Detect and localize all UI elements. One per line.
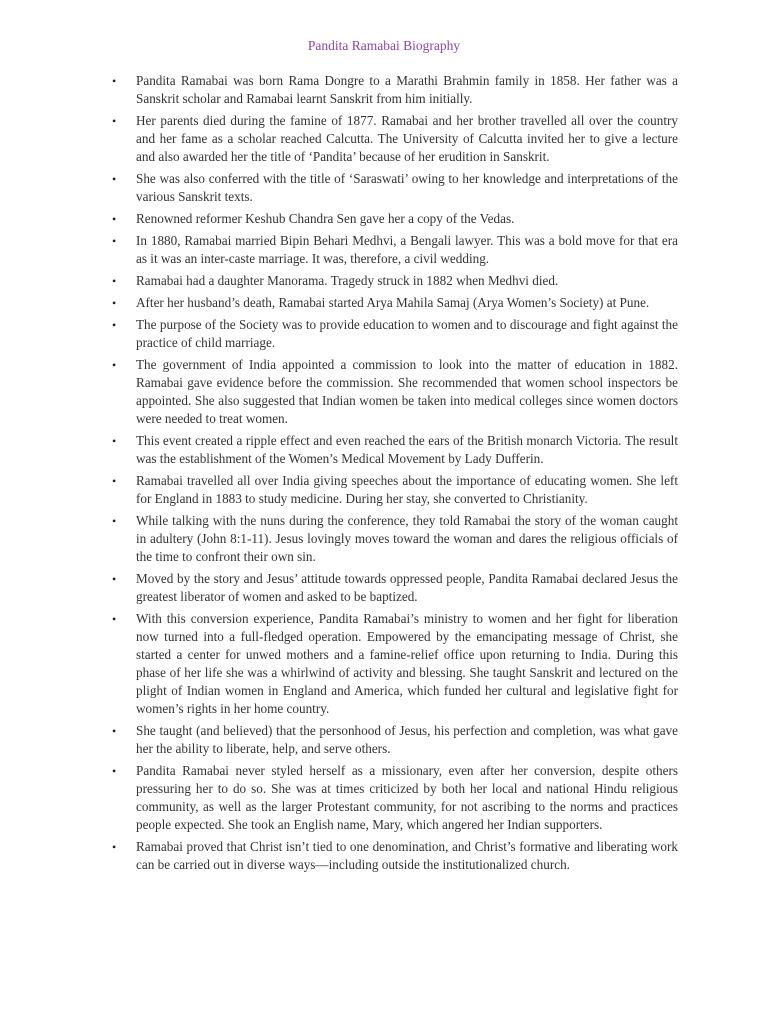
list-item	[108, 472, 678, 508]
list-item-text: Renowned reformer Keshub Chandra Sen gave her a copy of the Vedas.	[136, 211, 515, 226]
list-item	[108, 112, 678, 166]
bullet-icon: •	[112, 234, 117, 248]
list-item-text: She taught (and believed) that the personhood of Jesus, his perfection and completion, was what gave her the ability to liberate, help, and serve others.	[136, 723, 678, 756]
list-item	[108, 170, 678, 206]
bullet-icon: •	[112, 172, 117, 186]
list-item-text: Pandita Ramabai never styled herself as a missionary, even after her conversion, despite others pressuring her to do so. She was at times criticized by both her local and national Hindu religious community, as well as the larger Protestant community, for not ascribing to the norms and practices people expected. She took an English name, Mary, which angered her Indian supporters.	[136, 763, 678, 832]
list-item	[108, 570, 678, 606]
list-item-text: With this conversion experience, Pandita Ramabai’s ministry to women and her fight for liberation now turned into a full-fledged operation. Empowered by the emancipating message of Christ, she started a center for unwed mothers and a famine-relief office upon returning to India. During this phase of her life she was a whirlwind of activity and blessing. She taught Sanskrit and lectured on the plight of Indian women in England and America, which funded her cultural and legislative fight for women’s rights in her home country.	[136, 611, 678, 716]
list-item	[108, 294, 678, 312]
list-item-text: Ramabai had a daughter Manorama. Tragedy struck in 1882 when Medhvi died.	[136, 273, 559, 288]
list-item	[108, 762, 678, 834]
list-item-text: Pandita Ramabai was born Rama Dongre to a Marathi Brahmin family in 1858. Her father was a Sanskrit scholar and Ramabai learnt Sanskrit from him initially.	[136, 73, 678, 106]
bullet-icon: •	[112, 434, 117, 448]
list-item-text: After her husband’s death, Ramabai started Arya Mahila Samaj (Arya Women’s Society) at Pune.	[136, 295, 650, 310]
bullet-icon: •	[112, 274, 117, 288]
list-item	[108, 610, 678, 718]
list-item	[108, 232, 678, 268]
bullet-icon: •	[112, 358, 117, 372]
bullet-icon: •	[112, 474, 117, 488]
list-item	[108, 272, 678, 290]
list-item	[108, 356, 678, 428]
list-item	[108, 838, 678, 874]
list-item	[108, 512, 678, 566]
list-item-text: In 1880, Ramabai married Bipin Behari Medhvi, a Bengali lawyer. This was a bold move for that era as it was an inter-caste marriage. It was, therefore, a civil wedding.	[136, 233, 678, 266]
bullet-icon: •	[112, 212, 117, 226]
bullet-icon: •	[112, 764, 117, 778]
bullet-icon: •	[112, 114, 117, 128]
list-item-text: This event created a ripple effect and even reached the ears of the British monarch Victoria. The result was the establishment of the Women’s Medical Movement by Lady Dufferin.	[136, 433, 678, 466]
list-item	[108, 72, 678, 108]
bullet-icon: •	[112, 74, 117, 88]
list-item	[108, 722, 678, 758]
list-item-text: Ramabai proved that Christ isn’t tied to one denomination, and Christ’s formative and liberating work can be carried out in diverse ways—including outside the institutionalized church.	[136, 839, 678, 872]
bullet-icon: •	[112, 296, 117, 310]
bullet-icon: •	[112, 318, 117, 332]
bullet-icon: •	[112, 514, 117, 528]
list-item-text: She was also conferred with the title of ‘Saraswati’ owing to her knowledge and interpretations of the various Sanskrit texts.	[136, 171, 678, 204]
document-title: Pandita Ramabai Biography	[307, 38, 461, 53]
list-item-text: Her parents died during the famine of 1877. Ramabai and her brother travelled all over the country and her fame as a scholar reached Calcutta. The University of Calcutta invited her to give a lecture and also awarded her the title of ‘Pandita’ because of her erudition in Sanskrit.	[136, 113, 678, 164]
list-item-text: Moved by the story and Jesus’ attitude towards oppressed people, Pandita Ramabai declared Jesus the greatest liberator of women and asked to be baptized.	[136, 571, 678, 604]
list-item	[108, 432, 678, 468]
bullet-icon: •	[112, 840, 117, 854]
bullet-icon: •	[112, 572, 117, 586]
list-item-text: The government of India appointed a commission to look into the matter of education in 1882. Ramabai gave evidence before the commission. She recommended that women school inspectors be appointed. She also suggested that Indian women be taken into medical colleges since women doctors were needed to treat women.	[136, 357, 678, 426]
list-item-text: While talking with the nuns during the conference, they told Ramabai the story of the woman caught in adultery (John 8:1-11). Jesus lovingly moves toward the woman and dares the religious officials of the time to confront their own sin.	[136, 513, 678, 564]
list-item	[108, 210, 678, 228]
list-item-text: Ramabai travelled all over India giving speeches about the importance of educating women. She left for England in 1883 to study medicine. During her stay, she converted to Christianity.	[136, 473, 678, 506]
bullet-list	[108, 72, 678, 878]
list-item	[108, 316, 678, 352]
bullet-icon: •	[112, 724, 117, 738]
bullet-icon: •	[112, 612, 117, 626]
list-item-text: The purpose of the Society was to provide education to women and to discourage and fight against the practice of child marriage.	[136, 317, 678, 350]
